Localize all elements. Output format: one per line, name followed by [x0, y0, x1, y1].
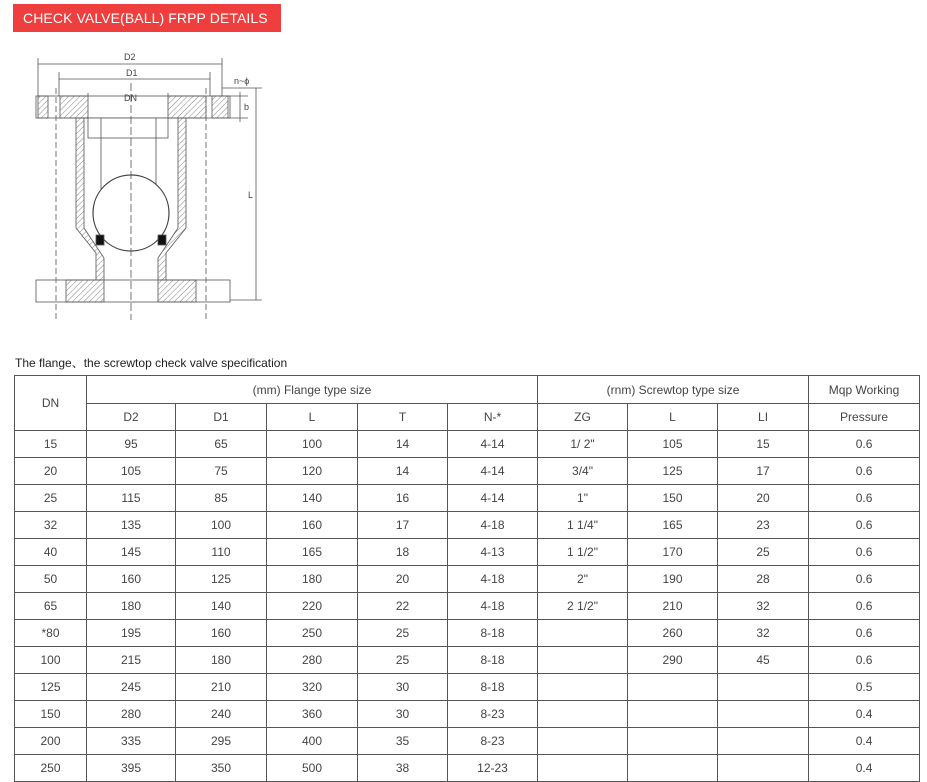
- table-cell: 160: [176, 620, 267, 647]
- table-cell: [718, 701, 809, 728]
- table-cell: 250: [267, 620, 358, 647]
- header-li: LI: [718, 404, 809, 431]
- table-cell: 32: [718, 593, 809, 620]
- table-cell: 15: [718, 431, 809, 458]
- label-holes: n~ϕ: [234, 76, 250, 86]
- table-cell: [718, 728, 809, 755]
- table-cell: [538, 674, 628, 701]
- table-cell: 65: [176, 431, 267, 458]
- table-row: [15, 593, 920, 620]
- table-cell: 23: [718, 512, 809, 539]
- table-cell: 290: [628, 647, 718, 674]
- table-cell: 160: [87, 566, 176, 593]
- table-caption: The flange、the screwtop check valve specification: [15, 356, 288, 370]
- table-cell: 0.6: [809, 458, 920, 485]
- table-cell: 150: [15, 701, 87, 728]
- table-cell: 4-18: [448, 566, 538, 593]
- table-cell: 0.5: [809, 674, 920, 701]
- table-cell: 45: [718, 647, 809, 674]
- table-cell: 8-23: [448, 701, 538, 728]
- table-cell: 38: [358, 755, 448, 782]
- table-cell: 125: [176, 566, 267, 593]
- table-cell: 12-23: [448, 755, 538, 782]
- table-row: [15, 620, 920, 647]
- table-cell: 0.4: [809, 728, 920, 755]
- label-b: b: [244, 102, 250, 112]
- table-cell: 160: [267, 512, 358, 539]
- table-cell: 0.6: [809, 566, 920, 593]
- table-cell: 180: [176, 647, 267, 674]
- table-cell: 0.6: [809, 647, 920, 674]
- table-cell: 0.6: [809, 593, 920, 620]
- table-cell: 295: [176, 728, 267, 755]
- table-cell: 220: [267, 593, 358, 620]
- table-cell: 30: [358, 701, 448, 728]
- table-cell: [538, 755, 628, 782]
- table-row: [15, 728, 920, 755]
- table-cell: 165: [267, 539, 358, 566]
- table-cell: [628, 755, 718, 782]
- table-cell: 4-14: [448, 431, 538, 458]
- header-n: N-*: [448, 404, 538, 431]
- table-cell: 320: [267, 674, 358, 701]
- table-cell: [718, 674, 809, 701]
- table-row: [15, 485, 920, 512]
- table-cell: *80: [15, 620, 87, 647]
- table-cell: 2": [538, 566, 628, 593]
- table-cell: 280: [87, 701, 176, 728]
- table-row: [15, 701, 920, 728]
- table-cell: 210: [628, 593, 718, 620]
- table-cell: 1/ 2": [538, 431, 628, 458]
- table-cell: 180: [87, 593, 176, 620]
- table-cell: 18: [358, 539, 448, 566]
- table-cell: [538, 701, 628, 728]
- table-cell: 25: [718, 539, 809, 566]
- table-cell: 125: [15, 674, 87, 701]
- table-cell: 28: [718, 566, 809, 593]
- table-cell: 145: [87, 539, 176, 566]
- table-cell: 20: [358, 566, 448, 593]
- header-pressure-line1: Mqp Working: [809, 376, 920, 404]
- table-cell: 165: [628, 512, 718, 539]
- table-cell: 0.6: [809, 485, 920, 512]
- table-cell: 25: [15, 485, 87, 512]
- table-row: [15, 674, 920, 701]
- table-cell: 150: [628, 485, 718, 512]
- table-cell: 115: [87, 485, 176, 512]
- table-cell: [538, 620, 628, 647]
- table-cell: 0.6: [809, 620, 920, 647]
- table-cell: 170: [628, 539, 718, 566]
- table-cell: 20: [15, 458, 87, 485]
- table-cell: 360: [267, 701, 358, 728]
- table-cell: 3/4": [538, 458, 628, 485]
- table-row: [15, 755, 920, 782]
- label-d1: D1: [126, 68, 138, 78]
- table-cell: 395: [87, 755, 176, 782]
- table-cell: 8-18: [448, 620, 538, 647]
- table-cell: 180: [267, 566, 358, 593]
- table-cell: 105: [87, 458, 176, 485]
- table-cell: 125: [628, 458, 718, 485]
- table-cell: 500: [267, 755, 358, 782]
- label-d2: D2: [124, 52, 136, 62]
- page-title: CHECK VALVE(BALL) FRPP DETAILS: [13, 4, 281, 32]
- specification-table: [14, 375, 920, 782]
- table-cell: [538, 728, 628, 755]
- table-cell: 240: [176, 701, 267, 728]
- header-flange-group: (mm) Flange type size: [87, 376, 538, 404]
- table-cell: 0.4: [809, 701, 920, 728]
- table-cell: 20: [718, 485, 809, 512]
- table-cell: 16: [358, 485, 448, 512]
- table-cell: 4-18: [448, 512, 538, 539]
- table-cell: 32: [15, 512, 87, 539]
- table-cell: 215: [87, 647, 176, 674]
- table-cell: [628, 728, 718, 755]
- table-row: [15, 431, 920, 458]
- table-cell: 50: [15, 566, 87, 593]
- table-cell: [538, 647, 628, 674]
- table-cell: 0.6: [809, 431, 920, 458]
- header-l: L: [267, 404, 358, 431]
- table-cell: 17: [718, 458, 809, 485]
- table-cell: 280: [267, 647, 358, 674]
- table-row: [15, 539, 920, 566]
- table-row: [15, 566, 920, 593]
- table-cell: 75: [176, 458, 267, 485]
- header-screwtop-group: (rnm) Screwtop type size: [538, 376, 809, 404]
- table-cell: 190: [628, 566, 718, 593]
- table-cell: 65: [15, 593, 87, 620]
- label-l: L: [248, 190, 254, 200]
- header-dn: DN: [15, 376, 87, 431]
- table-cell: 140: [267, 485, 358, 512]
- table-cell: 4-14: [448, 458, 538, 485]
- table-cell: 8-18: [448, 647, 538, 674]
- table-cell: 95: [87, 431, 176, 458]
- table-cell: [628, 674, 718, 701]
- table-cell: 335: [87, 728, 176, 755]
- table-cell: 8-18: [448, 674, 538, 701]
- table-cell: 195: [87, 620, 176, 647]
- header-pressure-line2: Pressure: [809, 404, 920, 431]
- table-cell: 8-23: [448, 728, 538, 755]
- valve-cross-section-drawing: [26, 48, 276, 323]
- table-cell: 14: [358, 458, 448, 485]
- table-cell: 400: [267, 728, 358, 755]
- table-cell: 35: [358, 728, 448, 755]
- header-zg: ZG: [538, 404, 628, 431]
- table-cell: 25: [358, 620, 448, 647]
- table-cell: 4-13: [448, 539, 538, 566]
- table-cell: 4-14: [448, 485, 538, 512]
- table-cell: 1 1/2": [538, 539, 628, 566]
- table-cell: 210: [176, 674, 267, 701]
- table-cell: 14: [358, 431, 448, 458]
- label-dn: DN: [124, 93, 137, 103]
- table-cell: 245: [87, 674, 176, 701]
- table-cell: 0.4: [809, 755, 920, 782]
- table-cell: 30: [358, 674, 448, 701]
- table-row: [15, 647, 920, 674]
- table-cell: 100: [15, 647, 87, 674]
- table-cell: 100: [176, 512, 267, 539]
- table-cell: 250: [15, 755, 87, 782]
- table-cell: 85: [176, 485, 267, 512]
- table-cell: 350: [176, 755, 267, 782]
- table-cell: [718, 755, 809, 782]
- table-cell: [628, 701, 718, 728]
- header-row-columns: [15, 404, 920, 431]
- table-cell: 200: [15, 728, 87, 755]
- table-cell: 1": [538, 485, 628, 512]
- table-cell: 32: [718, 620, 809, 647]
- table-cell: 4-18: [448, 593, 538, 620]
- table-cell: 110: [176, 539, 267, 566]
- table-cell: 260: [628, 620, 718, 647]
- table-cell: 2 1/2": [538, 593, 628, 620]
- table-cell: 120: [267, 458, 358, 485]
- header-t: T: [358, 404, 448, 431]
- table-cell: 0.6: [809, 539, 920, 566]
- table-cell: 135: [87, 512, 176, 539]
- header-screw-l: L: [628, 404, 718, 431]
- table-cell: 40: [15, 539, 87, 566]
- table-cell: 105: [628, 431, 718, 458]
- table-cell: 1 1/4": [538, 512, 628, 539]
- table-cell: 0.6: [809, 512, 920, 539]
- table-cell: 25: [358, 647, 448, 674]
- table-cell: 100: [267, 431, 358, 458]
- header-d2: D2: [87, 404, 176, 431]
- table-row: [15, 458, 920, 485]
- table-cell: 22: [358, 593, 448, 620]
- header-row-groups: [15, 376, 920, 404]
- table-cell: 17: [358, 512, 448, 539]
- header-d1: D1: [176, 404, 267, 431]
- table-cell: 140: [176, 593, 267, 620]
- table-row: [15, 512, 920, 539]
- table-cell: 15: [15, 431, 87, 458]
